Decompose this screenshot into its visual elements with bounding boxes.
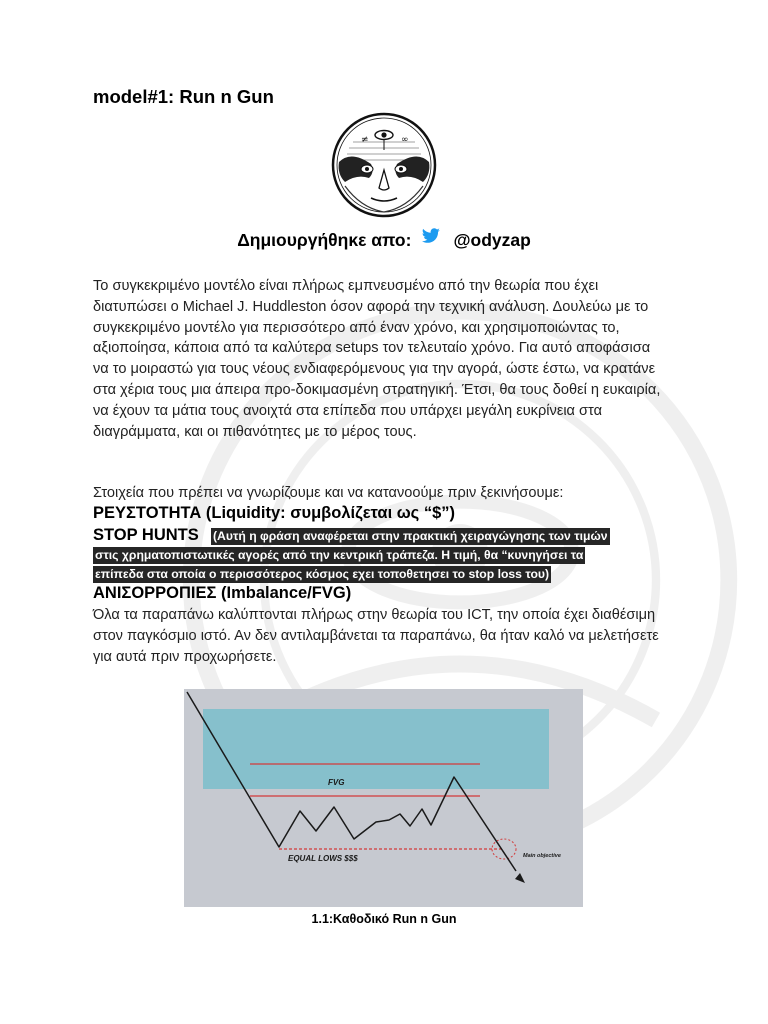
svg-text:≠: ≠: [361, 135, 369, 145]
stop-hunts-highlight-line: επίπεδα στα οποία ο περισσότερος κόσμος εχει τοποθετησει το stop loss του): [95, 567, 550, 581]
svg-text:∞: ∞: [401, 135, 409, 145]
liquidity-heading: ΡΕΥΣΤΟΤΗΤΑ (Liquidity: συμβολίζεται ως “$”): [93, 504, 456, 522]
prerequisites-line: Στοιχεία που πρέπει να γνωρίζουμε και να κατανοούμε πριν ξεκινήσουμε:: [93, 485, 564, 501]
run-n-gun-diagram: [184, 689, 583, 907]
figure-caption: 1.1:Καθοδικό Run n Gun: [311, 912, 457, 926]
fvg-label: FVG: [328, 778, 345, 787]
closing-paragraph: Όλα τα παραπάνω καλύπτονται πλήρως στην θεωρία του ICT, την οποία έχει διαθέσιμη στον παγκόσμιο ιστό. Αν δεν αντιλαμβάνεται τα παραπάνω, θα ήταν καλό να μελετήσετε για αυτά πριν προχωρήσετε.: [93, 607, 659, 665]
intro-paragraph: Το συγκεκριμένο μοντέλο είναι πλήρως εμπνευσμένο από την θεωρία που έχει διατυπώσει ο Michael J. Huddleston όσον αφορά την τεχνική ανάλυση. Δουλεύω με το συγκεκριμένο μοντέλο για περισσότερο από έναν χρόνο, και χρησιμοποιώντας το, αξιοποίησα, κάποια από τα καλύτερα setups τον τελευταίο χρόνο. Για αυτό αποφάσισα να το μοιραστώ για τους νέους ενδιαφερόμενους για την αγορά, ώστε έστω, να κρατάνε στα χέρια τους μια άπειρα προ-δοκιμασμένη στρατηγική. Έτσι, θα τους δοθεί η ευκαιρία, να έχουν τα μάτια τους ανοιχτά στα επίπεδα που υπάρχει μεγάλη ευκρίνεια στα διαγράμματα, και οι πιθανότητες με το μέρος τους.: [93, 278, 661, 440]
creator-prefix: Δημιουργήθηκε απο:: [237, 230, 412, 250]
eye-hands-emblem-icon: [331, 112, 437, 218]
imbalance-heading: ΑΝΙΣΟΡΡΟΠΙΕΣ (Imbalance/FVG): [93, 584, 352, 602]
twitter-bird-icon: [421, 228, 441, 244]
fvg-zone: [203, 709, 549, 789]
stop-hunts-heading: STOP HUNTS: [93, 526, 199, 544]
stop-hunts-highlight-line: στις χρηματοπιστωτικές αγορές από την κεντρική τράπεζα. Η τιμή, θα “κυνηγήσει τα: [95, 548, 584, 562]
page-title: model#1: Run n Gun: [93, 86, 274, 107]
twitter-handle-link[interactable]: @odyzap: [453, 230, 531, 250]
equal-lows-label: EQUAL LOWS $$$: [288, 854, 358, 863]
stop-hunts-highlight-line: (Αυτή η φράση αναφέρεται στην πρακτική χειραγώγησης των τιμών: [213, 529, 608, 543]
main-objective-label: Main objective: [523, 853, 561, 859]
creator-line: [0, 228, 768, 251]
